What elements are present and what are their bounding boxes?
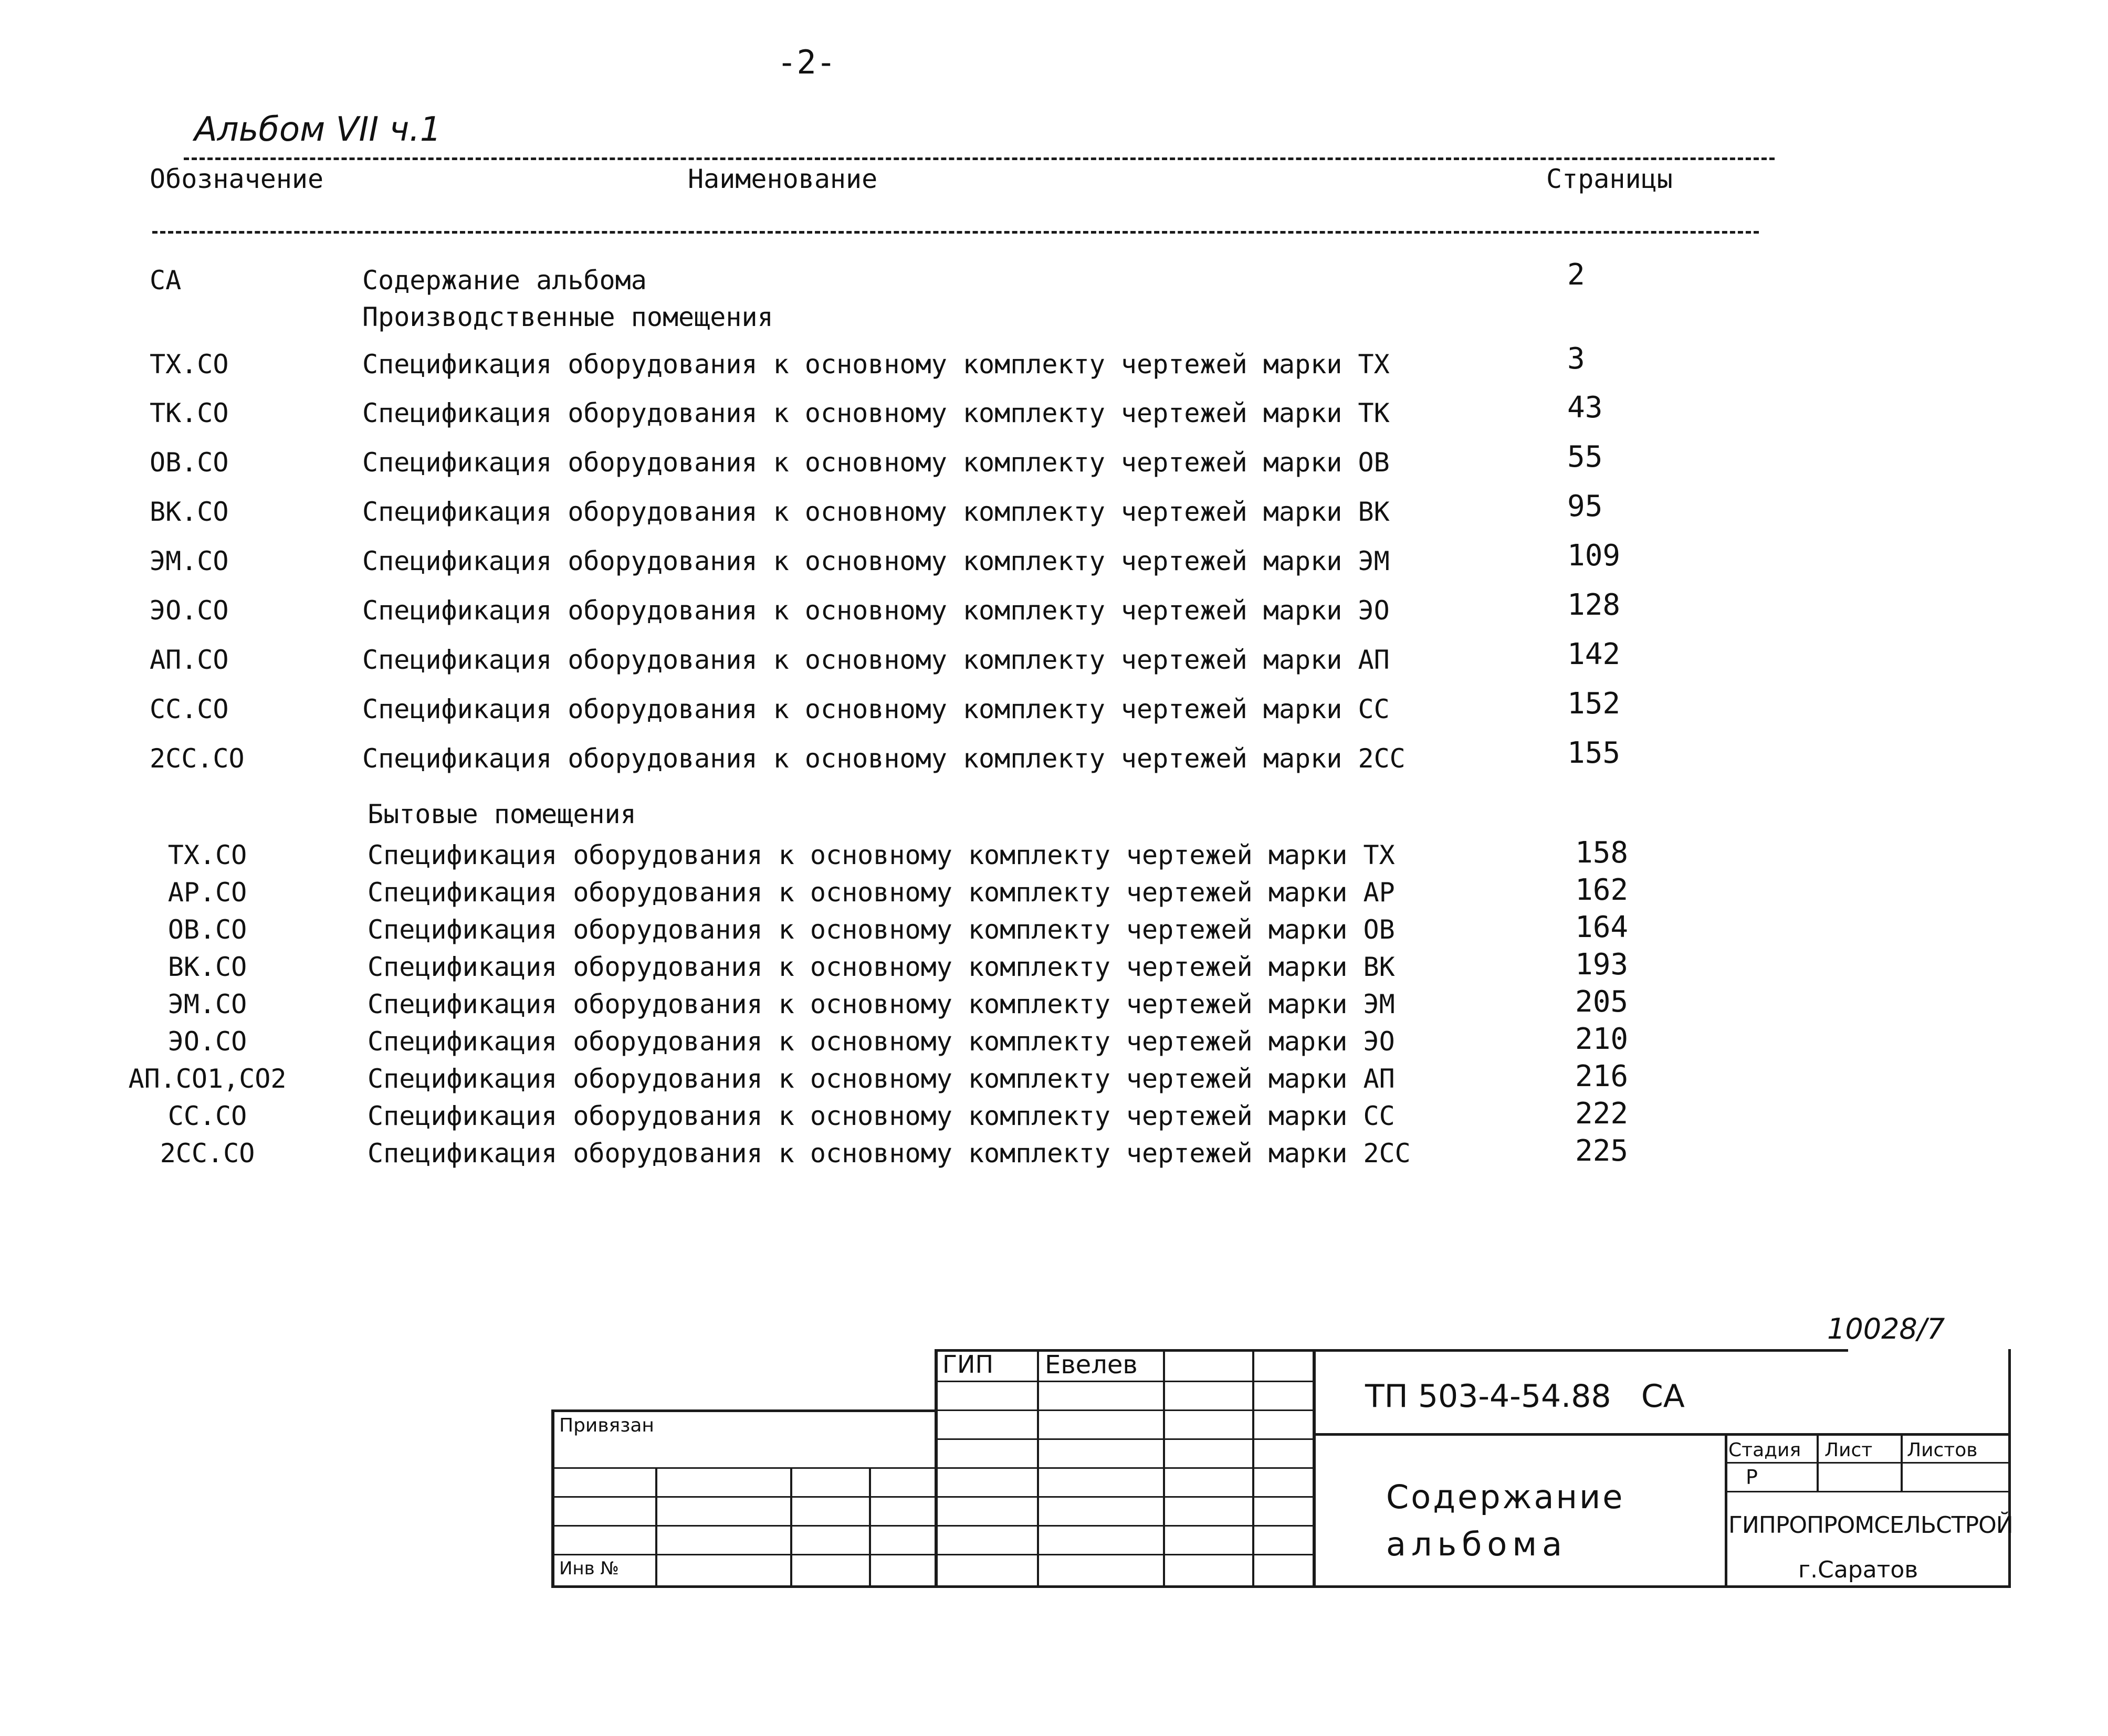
- org-name: ГИПРОПРОМСЕЛЬСТРОЙ: [1728, 1512, 2013, 1539]
- header-designation: Обозначение: [150, 164, 324, 194]
- row-name: Спецификация оборудования к основному комплекту чертежей марки 2СС: [368, 1138, 1411, 1169]
- row-page: 222: [1575, 1097, 1629, 1131]
- header-pages: Страницы: [1546, 164, 1673, 194]
- row-code: СА: [150, 265, 182, 296]
- doc-title-line-2: альбома: [1386, 1525, 1568, 1563]
- row-code: ОВ.СО: [150, 447, 229, 478]
- page-marker: -2-: [777, 43, 836, 81]
- row-page: 128: [1567, 588, 1621, 622]
- row-page: 155: [1567, 736, 1621, 770]
- row-page: 2: [1567, 258, 1585, 292]
- row-page: 152: [1567, 687, 1621, 721]
- row-page: 142: [1567, 637, 1621, 671]
- header-top-rule: [184, 157, 1775, 160]
- album-label: Альбом VII ч.1: [194, 110, 442, 149]
- row-page: 109: [1567, 539, 1621, 573]
- row-name: Производственные помещения: [362, 302, 773, 332]
- stage-value: Р: [1746, 1466, 1758, 1489]
- row-code: АП.СО: [150, 645, 229, 675]
- row-name: Спецификация оборудования к основному комплекту чертежей марки СС: [362, 694, 1390, 724]
- header-bottom-rule: [152, 231, 1759, 234]
- row-code: ТХ.СО: [167, 840, 247, 870]
- row-page: 158: [1575, 836, 1629, 870]
- row-page: 193: [1575, 948, 1629, 982]
- row-page: 164: [1575, 910, 1629, 944]
- row-name: Спецификация оборудования к основному комплекту чертежей марки ЭМ: [368, 989, 1395, 1019]
- row-code: ЭО.СО: [167, 1026, 247, 1057]
- row-code: ЭМ.СО: [167, 989, 247, 1019]
- row-name: Спецификация оборудования к основному комплекту чертежей марки ЭО: [362, 595, 1390, 626]
- stage-label: Стадия: [1728, 1439, 1801, 1461]
- gip-label: ГИП: [942, 1350, 994, 1379]
- row-name: Спецификация оборудования к основному комплекту чертежей марки ТХ: [362, 349, 1390, 380]
- row-name: Спецификация оборудования к основному комплекту чертежей марки АП: [368, 1064, 1395, 1094]
- row-code: СС.СО: [150, 694, 229, 724]
- sheet-number: 10028/7: [1827, 1312, 1945, 1345]
- row-name: Спецификация оборудования к основному комплекту чертежей марки ТХ: [368, 840, 1395, 870]
- row-page: 43: [1567, 391, 1603, 425]
- row-page: 210: [1575, 1022, 1629, 1056]
- section-title-household: Бытовые помещения: [368, 799, 636, 829]
- row-code: 2СС.СО: [150, 743, 245, 774]
- gip-name: Евелев: [1045, 1350, 1138, 1380]
- header-name: Наименование: [688, 164, 878, 194]
- sheet-label: Лист: [1824, 1439, 1873, 1461]
- row-code: ЭО.СО: [150, 595, 229, 626]
- org-city: г.Саратов: [1798, 1556, 1918, 1583]
- row-name: Спецификация оборудования к основному комплекту чертежей марки ЭМ: [362, 546, 1390, 576]
- row-page: 3: [1567, 342, 1585, 376]
- row-page: 95: [1567, 489, 1603, 523]
- row-code: 2СС.СО: [160, 1138, 255, 1169]
- row-name: Спецификация оборудования к основному комплекту чертежей марки СС: [368, 1101, 1395, 1131]
- row-name: Спецификация оборудования к основному комплекту чертежей марки ОВ: [362, 447, 1390, 478]
- doc-code: ТП 503-4-54.88 СА: [1365, 1378, 1685, 1415]
- row-page: 205: [1575, 985, 1629, 1019]
- row-name: Спецификация оборудования к основному комплекту чертежей марки ОВ: [368, 914, 1395, 945]
- inv-no-label: Инв №: [559, 1558, 619, 1579]
- doc-title-line-1: Содержание: [1386, 1478, 1625, 1516]
- row-code: ЭМ.СО: [150, 546, 229, 576]
- row-name: Спецификация оборудования к основному комплекту чертежей марки АР: [368, 877, 1395, 908]
- row-name: Спецификация оборудования к основному комплекту чертежей марки ВК: [362, 497, 1390, 527]
- row-name: Спецификация оборудования к основному комплекту чертежей марки ЭО: [368, 1026, 1395, 1057]
- row-name: Спецификация оборудования к основному комплекту чертежей марки ТК: [362, 398, 1390, 428]
- row-name: Спецификация оборудования к основному комплекту чертежей марки ВК: [368, 952, 1395, 982]
- row-name: Спецификация оборудования к основному комплекту чертежей марки 2СС: [362, 743, 1406, 774]
- row-page: 225: [1575, 1134, 1629, 1168]
- row-code: ОВ.СО: [167, 914, 247, 945]
- row-code: ТХ.СО: [150, 349, 229, 380]
- privyazan-label: Привязан: [559, 1415, 654, 1436]
- row-code: АР.СО: [167, 877, 247, 908]
- row-code: АП.СО1,СО2: [128, 1064, 287, 1094]
- row-code: ВК.СО: [167, 952, 247, 982]
- row-code: СС.СО: [167, 1101, 247, 1131]
- sheets-label: Листов: [1907, 1439, 1978, 1461]
- row-name: Спецификация оборудования к основному комплекту чертежей марки АП: [362, 645, 1390, 675]
- row-code: ВК.СО: [150, 497, 229, 527]
- row-code: ТК.СО: [150, 398, 229, 428]
- row-page: 162: [1575, 873, 1629, 907]
- row-page: 216: [1575, 1059, 1629, 1093]
- row-name: Содержание альбома: [362, 265, 647, 296]
- row-page: 55: [1567, 440, 1603, 474]
